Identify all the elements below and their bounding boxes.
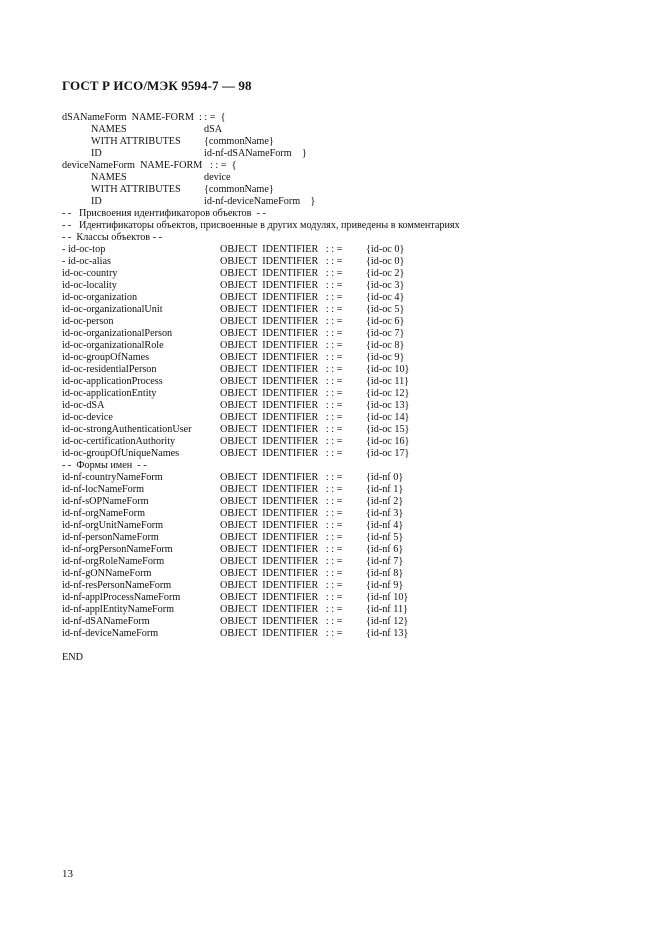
oid-keyword: OBJECT IDENTIFIER : : =: [220, 352, 343, 363]
oid-value: {id-oc 3}: [366, 280, 405, 291]
identifier-name: id-oc-device: [62, 412, 113, 423]
identifier-name: id-oc-organizationalPerson: [62, 328, 173, 339]
oid-value: {id-oc 10}: [366, 364, 410, 375]
identifier-name: id-oc-locality: [62, 280, 117, 291]
oid-keyword: OBJECT IDENTIFIER : : =: [220, 304, 343, 315]
identifier-name: id-oc-groupOfUniqueNames: [62, 448, 180, 459]
identifier-name: id-nf-personNameForm: [62, 532, 159, 543]
oid-value: {id-nf 5}: [366, 532, 404, 543]
oid-keyword: OBJECT IDENTIFIER : : =: [220, 472, 343, 483]
oid-value: {id-oc 0}: [366, 256, 405, 267]
identifier-name: id-oc-organizationalRole: [62, 340, 164, 351]
oid-value: {id-oc 2}: [366, 268, 405, 279]
identifier-name: id-oc-residentialPerson: [62, 364, 157, 375]
identifier-name: id-oc-groupOfNames: [62, 352, 150, 363]
page-header: ГОСТ Р ИСО/МЭК 9594-7 — 98: [62, 78, 252, 93]
identifier-name: id-oc-strongAuthenticationUser: [62, 424, 192, 435]
oid-keyword: OBJECT IDENTIFIER : : =: [220, 556, 343, 567]
oid-keyword: OBJECT IDENTIFIER : : =: [220, 340, 343, 351]
oid-value: {id-nf 1}: [366, 484, 404, 495]
oid-value: {id-oc 14}: [366, 412, 410, 423]
oid-value: {id-oc 5}: [366, 304, 405, 315]
identifier-name: id-nf-gONNameForm: [62, 568, 152, 579]
identifier-name: - id-oc-top: [62, 244, 106, 255]
oid-value: {id-oc 9}: [366, 352, 405, 363]
oid-value: {id-oc 0}: [366, 244, 405, 255]
oid-value: {id-nf 13}: [366, 628, 409, 639]
oid-keyword: OBJECT IDENTIFIER : : =: [220, 448, 343, 459]
identifier-name: - id-oc-alias: [62, 256, 111, 267]
oid-value: {id-nf 2}: [366, 496, 404, 507]
oid-value: {id-oc 8}: [366, 340, 405, 351]
oid-value: {id-nf 12}: [366, 616, 409, 627]
oid-value: {id-nf 9}: [366, 580, 404, 591]
identifier-name: id-nf-orgUnitNameForm: [62, 520, 164, 531]
identifier-name: id-oc-dSA: [62, 400, 105, 411]
identifier-name: id-oc-applicationEntity: [62, 388, 157, 399]
identifier-name: id-nf-applEntityNameForm: [62, 604, 175, 615]
identifier-name: id-nf-applProcessNameForm: [62, 592, 181, 603]
oid-value: {id-oc 13}: [366, 400, 410, 411]
identifier-name: id-oc-person: [62, 316, 114, 327]
identifier-name: id-oc-certificationAuthority: [62, 436, 176, 447]
oid-keyword: OBJECT IDENTIFIER : : =: [220, 604, 343, 615]
oid-keyword: OBJECT IDENTIFIER : : =: [220, 244, 343, 255]
oid-value: {id-oc 6}: [366, 316, 405, 327]
oid-value: {id-nf 7}: [366, 556, 404, 567]
oid-keyword: OBJECT IDENTIFIER : : =: [220, 496, 343, 507]
oid-keyword: OBJECT IDENTIFIER : : =: [220, 520, 343, 531]
oid-keyword: OBJECT IDENTIFIER : : =: [220, 316, 343, 327]
oid-value: {id-oc 15}: [366, 424, 410, 435]
identifier-name: id-nf-sOPNameForm: [62, 496, 149, 507]
oid-value: {id-nf 10}: [366, 592, 409, 603]
oid-keyword: OBJECT IDENTIFIER : : =: [220, 388, 343, 399]
oid-keyword: OBJECT IDENTIFIER : : =: [220, 280, 343, 291]
oid-keyword: OBJECT IDENTIFIER : : =: [220, 364, 343, 375]
identifier-name: id-nf-orgNameForm: [62, 508, 145, 519]
oid-keyword: OBJECT IDENTIFIER : : =: [220, 628, 343, 639]
oid-keyword: OBJECT IDENTIFIER : : =: [220, 400, 343, 411]
oid-keyword: OBJECT IDENTIFIER : : =: [220, 616, 343, 627]
oid-keyword: OBJECT IDENTIFIER : : =: [220, 376, 343, 387]
oid-keyword: OBJECT IDENTIFIER : : =: [220, 268, 343, 279]
oid-value: {id-nf 11}: [366, 604, 408, 615]
page-number: 13: [62, 868, 73, 880]
oid-keyword: OBJECT IDENTIFIER : : =: [220, 532, 343, 543]
identifier-name: id-oc-organization: [62, 292, 138, 303]
oid-keyword: OBJECT IDENTIFIER : : =: [220, 508, 343, 519]
identifier-name: id-nf-dSANameForm: [62, 616, 150, 627]
oid-keyword: OBJECT IDENTIFIER : : =: [220, 292, 343, 303]
identifier-name: id-nf-locNameForm: [62, 484, 145, 495]
oid-keyword: OBJECT IDENTIFIER : : =: [220, 484, 343, 495]
oid-keyword: OBJECT IDENTIFIER : : =: [220, 592, 343, 603]
oid-value: {id-nf 3}: [366, 508, 404, 519]
oid-value: {id-nf 4}: [366, 520, 404, 531]
identifier-name: id-oc-applicationProcess: [62, 376, 163, 387]
oid-keyword: OBJECT IDENTIFIER : : =: [220, 328, 343, 339]
identifier-name: id-oc-country: [62, 268, 118, 279]
oid-value: {id-oc 12}: [366, 388, 410, 399]
oid-value: {id-oc 11}: [366, 376, 410, 387]
oid-keyword: OBJECT IDENTIFIER : : =: [220, 436, 343, 447]
oid-keyword: OBJECT IDENTIFIER : : =: [220, 424, 343, 435]
oid-keyword: OBJECT IDENTIFIER : : =: [220, 580, 343, 591]
oid-keyword: OBJECT IDENTIFIER : : =: [220, 544, 343, 555]
identifier-name: id-nf-countryNameForm: [62, 472, 163, 483]
oid-value: {id-oc 16}: [366, 436, 410, 447]
oid-value: {id-oc 7}: [366, 328, 405, 339]
oid-value: {id-nf 8}: [366, 568, 404, 579]
oid-value: {id-oc 4}: [366, 292, 405, 303]
oid-keyword: OBJECT IDENTIFIER : : =: [220, 412, 343, 423]
oid-keyword: OBJECT IDENTIFIER : : =: [220, 568, 343, 579]
identifier-name: id-nf-orgRoleNameForm: [62, 556, 165, 567]
oid-value: {id-nf 6}: [366, 544, 404, 555]
oid-keyword: OBJECT IDENTIFIER : : =: [220, 256, 343, 267]
identifier-name: id-oc-organizationalUnit: [62, 304, 163, 315]
oid-value: {id-nf 0}: [366, 472, 404, 483]
oid-value: {id-oc 17}: [366, 448, 410, 459]
identifier-name: id-nf-orgPersonNameForm: [62, 544, 173, 555]
identifier-name: id-nf-resPersonNameForm: [62, 580, 172, 591]
identifier-name: id-nf-deviceNameForm: [62, 628, 159, 639]
